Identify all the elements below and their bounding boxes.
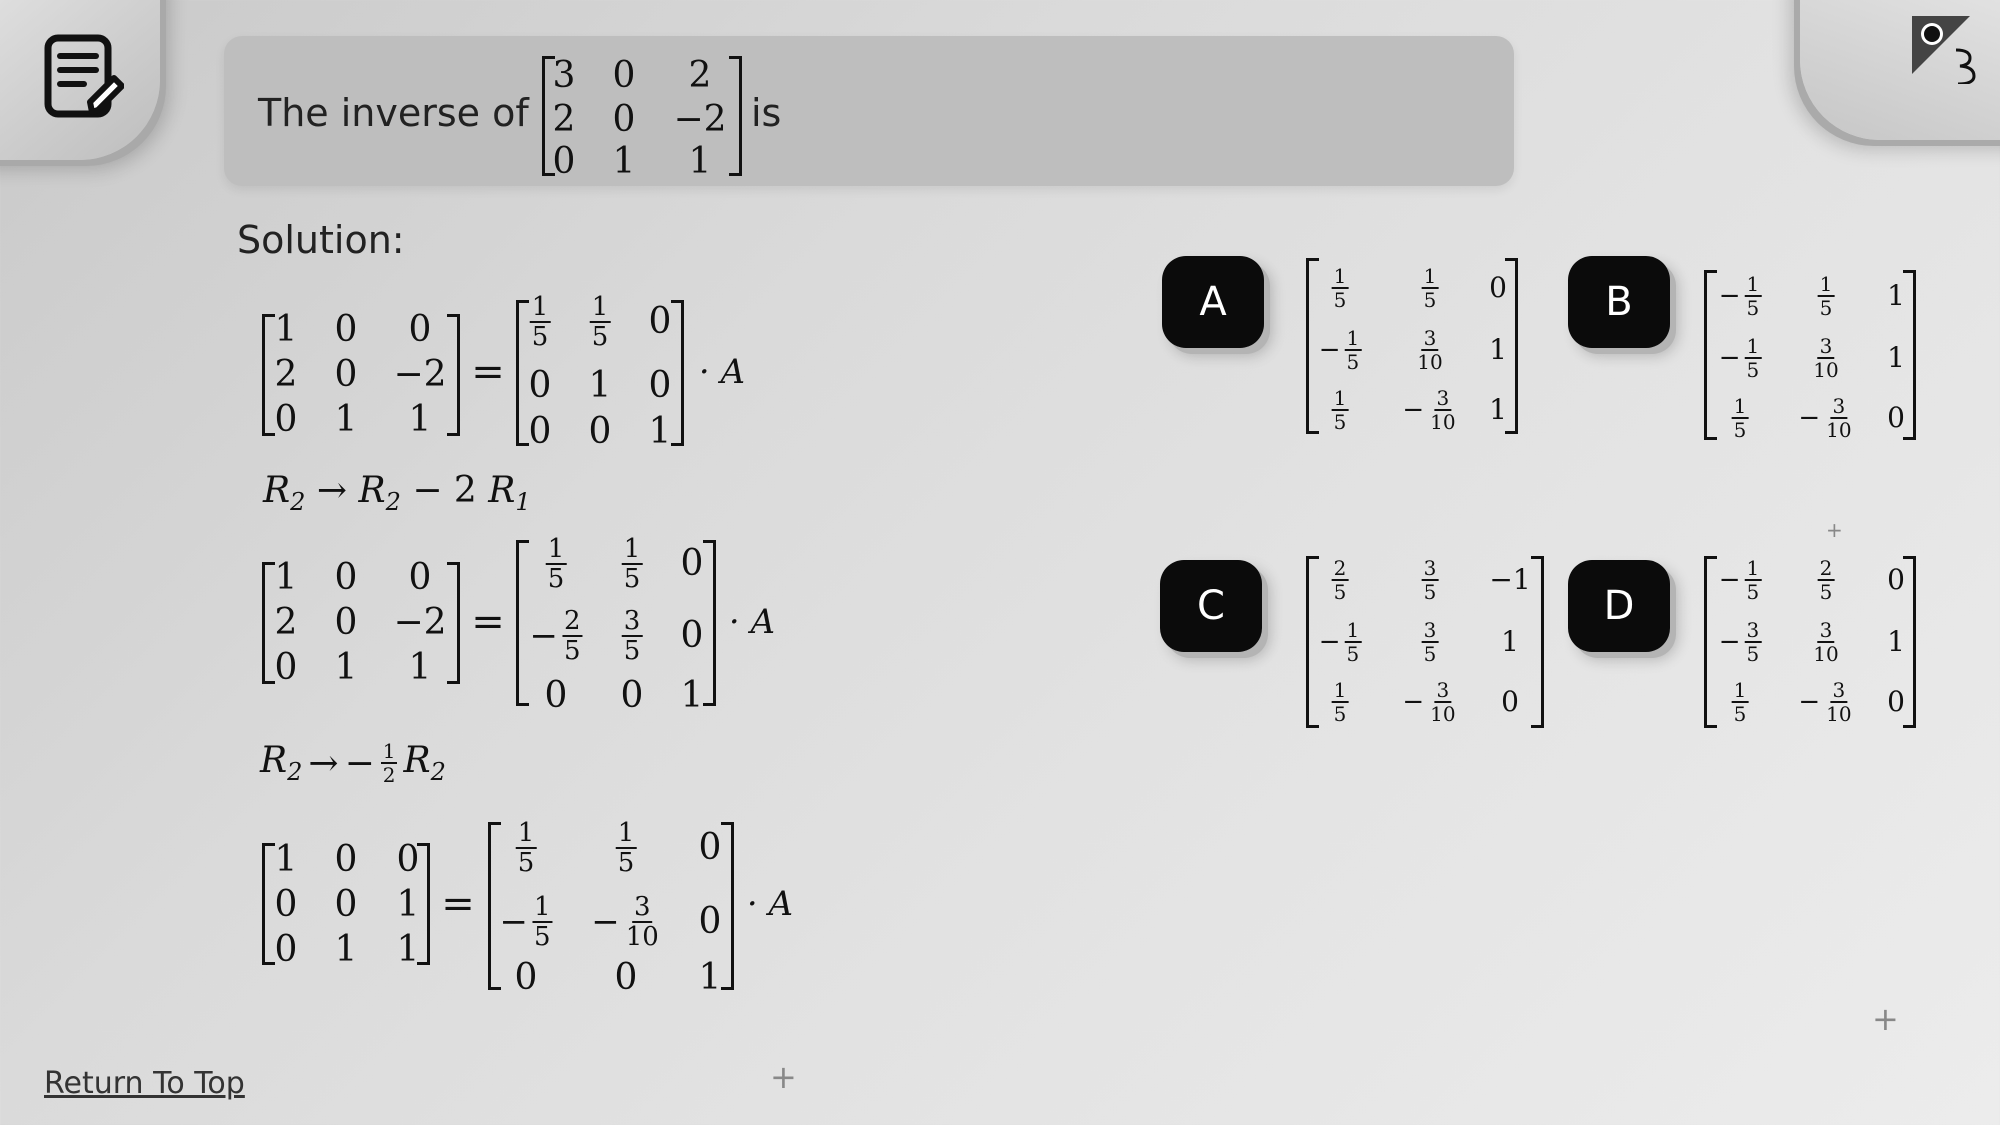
logo-tab bbox=[1800, 0, 2000, 140]
op-sub: 2 bbox=[290, 488, 306, 517]
fraction: $\frac{1}{5}$ bbox=[531, 292, 549, 352]
matrix-cell: 1 bbox=[274, 557, 298, 598]
question-box bbox=[224, 36, 1514, 186]
matrix-cell: 1 bbox=[588, 365, 612, 406]
matrix-cell bbox=[1422, 619, 1439, 665]
matrix-cell: 0 bbox=[528, 365, 552, 406]
matrix-cell bbox=[1811, 619, 1840, 665]
option-label: A bbox=[1199, 279, 1227, 325]
matrix-cell: 1 bbox=[612, 141, 636, 182]
option-d-button[interactable] bbox=[1568, 560, 1670, 652]
op-arrow: → bbox=[316, 470, 348, 511]
matrix-cell: −2 bbox=[393, 354, 447, 395]
times-a: · A bbox=[746, 884, 794, 924]
option-b-matrix[interactable] bbox=[1704, 270, 1916, 440]
matrix-cell: − $\frac{1}{5}$ bbox=[1718, 556, 1760, 604]
matrix-cell bbox=[590, 293, 611, 351]
matrix-cell: 1 bbox=[274, 309, 298, 350]
fraction: $\frac{3}{5}$ bbox=[1423, 556, 1437, 604]
matrix-cell: − $\frac{3}{10}$ bbox=[1798, 678, 1852, 726]
matrix-cell bbox=[1332, 387, 1349, 433]
fraction: $\frac{1}{5}$ bbox=[617, 818, 635, 878]
fraction: $\frac{1}{5}$ bbox=[1423, 264, 1437, 312]
op-text: R bbox=[260, 740, 288, 781]
matrix-cell bbox=[1422, 265, 1439, 311]
step1-right-matrix bbox=[516, 292, 684, 452]
matrix-cell bbox=[1732, 679, 1749, 725]
op-sign: − bbox=[344, 742, 375, 784]
matrix-cell bbox=[530, 293, 551, 351]
fraction: $\frac{1}{5}$ bbox=[533, 892, 551, 952]
matrix-cell: −2 bbox=[673, 99, 727, 140]
op-text: R bbox=[358, 470, 386, 511]
fraction: $\frac{3}{10}$ bbox=[1430, 386, 1456, 434]
equals-sign: = bbox=[471, 599, 505, 645]
step2-left-matrix bbox=[262, 557, 460, 688]
matrix-cell bbox=[1332, 557, 1349, 603]
op-sub: 2 bbox=[287, 758, 303, 787]
matrix-cell bbox=[1332, 265, 1349, 311]
matrix-cell bbox=[1732, 395, 1749, 441]
question-suffix: is bbox=[751, 91, 782, 135]
equals-sign: = bbox=[441, 881, 475, 927]
matrix-cell: 1 bbox=[334, 929, 358, 970]
matrix-cell: 0 bbox=[614, 957, 638, 998]
matrix-cell: 1 bbox=[334, 399, 358, 440]
matrix-cell: − $\frac{1}{5}$ bbox=[1318, 326, 1360, 374]
matrix-cell: − $\frac{1}{5}$ bbox=[1318, 618, 1360, 666]
matrix-cell: − $\frac{1}{5}$ bbox=[1718, 334, 1760, 382]
option-c-matrix[interactable] bbox=[1306, 556, 1544, 728]
row-operation-2 bbox=[260, 740, 446, 786]
matrix-cell: 1 bbox=[408, 399, 432, 440]
matrix-cell: 1 bbox=[274, 839, 298, 880]
matrix-cell: −2 bbox=[393, 602, 447, 643]
step3-right-matrix bbox=[488, 818, 734, 998]
fraction: $\frac{3}{10}$ bbox=[1826, 394, 1852, 442]
solution-label: Solution: bbox=[237, 218, 405, 262]
matrix-cell: 0 bbox=[334, 354, 358, 395]
fraction: $\frac{2}{5}$ bbox=[1333, 556, 1347, 604]
matrix-cell bbox=[616, 819, 637, 877]
matrix-cell: 0 bbox=[334, 839, 358, 880]
fraction: $\frac{1}{5}$ bbox=[1746, 334, 1760, 382]
matrix-cell: − $\frac{3}{10}$ bbox=[1402, 386, 1456, 434]
matrix-cell: 1 bbox=[1887, 625, 1905, 658]
matrix-cell: 0 bbox=[274, 929, 298, 970]
matrix-cell: 0 bbox=[620, 675, 644, 716]
matrix-cell: 0 bbox=[334, 557, 358, 598]
matrix-cell bbox=[622, 535, 643, 593]
matrix-cell: 0 bbox=[408, 557, 432, 598]
equals-sign: = bbox=[471, 349, 505, 395]
op-arrow: → bbox=[308, 742, 339, 784]
fraction: $\frac{2}{5}$ bbox=[563, 606, 581, 666]
fraction: $\frac{1}{5}$ bbox=[1733, 678, 1747, 726]
matrix-cell bbox=[546, 535, 567, 593]
question-matrix bbox=[542, 55, 742, 182]
matrix-cell: 3 bbox=[552, 55, 576, 96]
option-a-button[interactable] bbox=[1162, 256, 1264, 348]
op-text: R bbox=[263, 470, 291, 511]
matrix-cell: 0 bbox=[612, 55, 636, 96]
matrix-cell: 0 bbox=[334, 884, 358, 925]
matrix-cell: 0 bbox=[1489, 271, 1507, 304]
op-text: − 2 bbox=[412, 470, 477, 511]
matrix-cell: 2 bbox=[552, 99, 576, 140]
fraction: $\frac{3}{5}$ bbox=[1746, 618, 1760, 666]
matrix-cell bbox=[1332, 679, 1349, 725]
matrix-cell: 0 bbox=[274, 647, 298, 688]
matrix-cell: 0 bbox=[514, 957, 538, 998]
return-to-top-link[interactable]: Return To Top bbox=[44, 1066, 245, 1101]
fraction: $\frac{3}{10}$ bbox=[1813, 618, 1839, 666]
fraction: $\frac{1}{5}$ bbox=[1333, 264, 1347, 312]
matrix-cell: 1 bbox=[408, 647, 432, 688]
matrix-cell: 0 bbox=[396, 839, 420, 880]
matrix-cell: 0 bbox=[680, 615, 704, 656]
fraction: $\frac{1}{5}$ bbox=[547, 534, 565, 594]
matrix-cell: 1 bbox=[334, 647, 358, 688]
matrix-cell bbox=[1422, 557, 1439, 603]
op-sub: 2 bbox=[385, 488, 401, 517]
matrix-cell: − $\frac{2}{5}$ bbox=[529, 606, 581, 666]
matrix-cell bbox=[1415, 327, 1444, 373]
matrix-cell: 1 bbox=[698, 957, 722, 998]
fraction: $\frac{3}{5}$ bbox=[1423, 618, 1437, 666]
matrix-cell: − $\frac{3}{10}$ bbox=[591, 892, 659, 952]
fraction: $\frac{3}{10}$ bbox=[1430, 678, 1456, 726]
times-a: · A bbox=[728, 602, 776, 642]
option-label: B bbox=[1605, 279, 1633, 325]
step3-left-matrix bbox=[262, 839, 430, 970]
fraction: $\frac{3}{10}$ bbox=[1826, 678, 1852, 726]
plus-icon: + bbox=[770, 1058, 797, 1096]
matrix-cell bbox=[1811, 335, 1840, 381]
fraction: $\frac{1}{5}$ bbox=[1346, 618, 1360, 666]
option-d-matrix[interactable] bbox=[1704, 556, 1916, 728]
matrix-cell: 1 bbox=[396, 884, 420, 925]
row-operation-1 bbox=[263, 470, 531, 516]
notes-tab[interactable] bbox=[0, 0, 160, 160]
option-b-button[interactable] bbox=[1568, 256, 1670, 348]
matrix-cell: 1 bbox=[1489, 333, 1507, 366]
matrix-cell: 0 bbox=[588, 411, 612, 452]
fraction: $\frac{2}{5}$ bbox=[1819, 556, 1833, 604]
matrix-cell: 0 bbox=[544, 675, 568, 716]
op-fraction: $\frac{1}{2}$ bbox=[382, 739, 396, 788]
logo-icon bbox=[1910, 14, 1980, 84]
matrix-cell: − $\frac{1}{5}$ bbox=[499, 892, 551, 952]
matrix-cell: −1 bbox=[1489, 563, 1531, 596]
fraction: $\frac{1}{5}$ bbox=[623, 534, 641, 594]
matrix-cell: 0 bbox=[698, 827, 722, 868]
matrix-cell: 2 bbox=[688, 55, 712, 96]
matrix-cell: 1 bbox=[648, 411, 672, 452]
times-a: · A bbox=[698, 352, 746, 392]
fraction: $\frac{3}{10}$ bbox=[1417, 326, 1443, 374]
step1-left-matrix bbox=[262, 309, 460, 440]
matrix-cell: 0 bbox=[648, 365, 672, 406]
matrix-cell: − $\frac{1}{5}$ bbox=[1718, 272, 1760, 320]
matrix-cell: 0 bbox=[1887, 563, 1905, 596]
matrix-cell bbox=[622, 607, 643, 665]
matrix-cell: 1 bbox=[1887, 341, 1905, 374]
matrix-cell: 1 bbox=[1887, 279, 1905, 312]
matrix-cell bbox=[1818, 557, 1835, 603]
matrix-cell: 1 bbox=[396, 929, 420, 970]
matrix-cell: 1 bbox=[680, 675, 704, 716]
fraction: $\frac{3}{10}$ bbox=[625, 892, 659, 952]
matrix-cell: 0 bbox=[274, 399, 298, 440]
matrix-cell: − $\frac{3}{10}$ bbox=[1402, 678, 1456, 726]
fraction: $\frac{3}{10}$ bbox=[1813, 334, 1839, 382]
fraction: $\frac{1}{5}$ bbox=[591, 292, 609, 352]
op-text: R bbox=[488, 470, 516, 511]
matrix-cell: 0 bbox=[1887, 685, 1905, 718]
question-prefix: The inverse of bbox=[258, 91, 529, 135]
fraction: $\frac{1}{5}$ bbox=[517, 818, 535, 878]
matrix-cell: 1 bbox=[688, 141, 712, 182]
matrix-cell: − $\frac{3}{5}$ bbox=[1718, 618, 1760, 666]
matrix-cell: 0 bbox=[552, 141, 576, 182]
plus-icon: + bbox=[1826, 518, 1843, 542]
fraction: $\frac{1}{5}$ bbox=[1819, 272, 1833, 320]
matrix-cell: 0 bbox=[408, 309, 432, 350]
matrix-cell: 0 bbox=[648, 301, 672, 342]
matrix-cell: 0 bbox=[528, 411, 552, 452]
op-sub: 2 bbox=[430, 758, 446, 787]
fraction: $\frac{1}{5}$ bbox=[1333, 678, 1347, 726]
fraction: $\frac{1}{5}$ bbox=[1333, 386, 1347, 434]
matrix-cell: 2 bbox=[274, 354, 298, 395]
option-label: C bbox=[1197, 583, 1225, 629]
matrix-cell: 2 bbox=[274, 602, 298, 643]
option-c-button[interactable] bbox=[1160, 560, 1262, 652]
plus-icon: + bbox=[1872, 1000, 1899, 1038]
matrix-cell: 0 bbox=[698, 901, 722, 942]
fraction: $\frac{1}{5}$ bbox=[1746, 556, 1760, 604]
matrix-cell: 0 bbox=[334, 602, 358, 643]
fraction: $\frac{1}{5}$ bbox=[1733, 394, 1747, 442]
option-label: D bbox=[1603, 583, 1635, 629]
matrix-cell: 0 bbox=[1501, 685, 1519, 718]
matrix-cell: − $\frac{3}{10}$ bbox=[1798, 394, 1852, 442]
matrix-cell: 1 bbox=[1489, 393, 1507, 426]
matrix-cell bbox=[1818, 273, 1835, 319]
matrix-cell: 0 bbox=[1887, 401, 1905, 434]
matrix-cell: 0 bbox=[612, 99, 636, 140]
step2-right-matrix bbox=[516, 534, 716, 716]
op-sub: 1 bbox=[515, 488, 531, 517]
notes-icon bbox=[44, 34, 124, 124]
fraction: $\frac{3}{5}$ bbox=[623, 606, 641, 666]
matrix-cell: 0 bbox=[274, 884, 298, 925]
option-a-matrix[interactable] bbox=[1306, 258, 1518, 434]
fraction: $\frac{1}{5}$ bbox=[1746, 272, 1760, 320]
matrix-cell: 1 bbox=[1501, 625, 1519, 658]
fraction: $\frac{1}{5}$ bbox=[1346, 326, 1360, 374]
matrix-cell: 0 bbox=[680, 543, 704, 584]
op-text: R bbox=[403, 740, 431, 781]
matrix-cell bbox=[516, 819, 537, 877]
matrix-cell: 0 bbox=[334, 309, 358, 350]
